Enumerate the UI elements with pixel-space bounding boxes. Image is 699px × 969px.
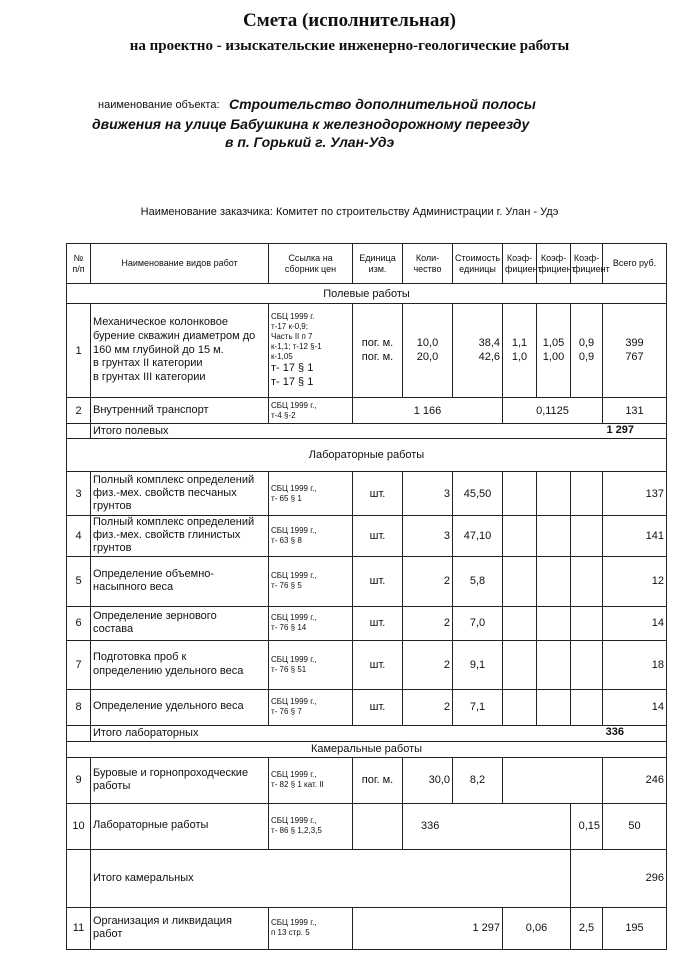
row-num: 5 [67,556,91,606]
ref-line: п 13 стр. 5 [271,928,310,938]
coef-line: 0,9 [578,336,595,349]
section-lab-works: Лабораторные работы [67,439,667,472]
row-coef-3 [571,556,603,606]
header-total: Всего руб. [603,244,667,284]
name-line: работы [93,780,131,793]
header-ref: Ссылка на сборник цен [269,244,353,284]
name-line: в грунтах III категории [93,371,206,384]
ref-line: к-1,1; т-12 §-1 [271,341,322,351]
unit-line: пог. м. [361,336,394,349]
row-num: 8 [67,689,91,725]
ref-line: т-17 к-0,9; [271,321,308,331]
row-coef-1 [503,516,537,557]
row-qty: 336 [403,803,571,849]
document-title: Смета (исполнительная) [243,10,456,31]
ref-line: т- 76 § 5 [271,581,302,591]
row-unit: шт. [353,606,403,640]
name-line: насыпного веса [93,581,174,594]
section-row [67,284,667,304]
row-qty: 30,0 [403,757,453,803]
object-name-line-2: движения на улице Бабушкина к железнодорожному переезду [92,116,530,132]
row-coef-3 [571,516,603,557]
ref-line: СБЦ 1999 г., [271,613,317,623]
row-unit [353,803,403,849]
row-coef-1: 0,06 [503,907,571,949]
coef-line: 1,0 [511,350,528,363]
qty-line: 10,0 [416,336,439,349]
row-coef-3 [571,472,603,516]
name-line: работ [93,928,123,941]
ref-line: СБЦ 1999 г., [271,400,317,410]
table-row [67,516,667,557]
total-line: 767 [625,350,644,363]
total-lab-value: 336 [605,725,624,738]
row-qty: 2 [403,640,453,689]
row-unit: пог. м. [353,757,403,803]
name-line: 160 мм глубиной до 15 м. [93,343,224,356]
name-line: Механическое колонковое [93,316,229,329]
coef-line: 0,9 [578,350,595,363]
row-total: 141 [603,516,667,557]
ref-line: Часть II п 7 [271,331,313,341]
row-ref [269,304,353,398]
row-coef [503,757,603,803]
row-ref [269,556,353,606]
row-cost [453,304,503,398]
name-line: определению удельного веса [93,664,244,677]
row-name: Внутренний транспорт [91,398,269,424]
ref-line: СБЦ 1999 г., [271,654,317,664]
name-line: Буровые и горнопроходческие [93,766,249,779]
row-num: 10 [67,803,91,849]
total-row [67,849,667,907]
row-total: 131 [603,398,667,424]
header-qty: Коли-чество [403,244,453,284]
estimate-table [66,243,667,950]
row-name [91,304,269,398]
row-qty: 2 [403,606,453,640]
row-qty: 1 297 [353,907,503,949]
empty-cell [67,849,91,907]
ref-line: т- 76 § 7 [271,707,302,717]
table-row [67,398,667,424]
row-name: Лабораторные работы [91,803,269,849]
row-coef-2 [537,472,571,516]
row-name [91,757,269,803]
row-ref [269,689,353,725]
row-ref [269,398,353,424]
row-qty: 3 [403,516,453,557]
section-office-works: Камеральные работы [67,741,667,757]
row-name [91,606,269,640]
empty-cell [67,424,91,439]
table-row [67,640,667,689]
name-line: Полный комплекс определений [93,516,255,528]
name-line: в грунтах II категории [93,357,203,370]
header-name: Наименование видов работ [91,244,269,284]
row-total: 137 [603,472,667,516]
row-qty: 2 [403,689,453,725]
table-row [67,689,667,725]
ref-line: к-1,05 [271,351,293,361]
row-coef-1 [503,689,537,725]
table-row [67,803,667,849]
total-lab [91,725,667,741]
table-row [67,606,667,640]
header-coef-3: Коэф-фициент [571,244,603,284]
row-coef-1 [503,640,537,689]
cost-line: 38,4 [478,336,500,349]
row-name: Определение удельного веса [91,689,269,725]
row-coef-1 [503,472,537,516]
ref-line: т- 76 § 14 [271,623,307,633]
ref-line: СБЦ 1999 г., [271,697,317,707]
ref-line: СБЦ 1999 г., [271,526,317,536]
name-line: бурение скважин диаметром до [93,329,256,342]
row-coef-2 [537,689,571,725]
row-total: 18 [603,640,667,689]
row-ref [269,803,353,849]
row-coef-3 [571,606,603,640]
row-ref [269,472,353,516]
coef-line: 1,00 [542,350,565,363]
row-coef-1 [503,606,537,640]
row-num: 1 [67,304,91,398]
name-line: грунтов [93,542,132,555]
total-field [91,424,667,439]
table-row [67,907,667,949]
row-unit: шт. [353,640,403,689]
row-coef-3 [571,304,603,398]
row-total: 50 [603,803,667,849]
ref-line: т- 86 § 1,2,3,5 [271,826,322,836]
ref-line: т- 17 § 1 [271,375,314,388]
row-num: 9 [67,757,91,803]
row-coef-2: 2,5 [571,907,603,949]
section-field-works: Полевые работы [67,284,667,304]
row-total [603,304,667,398]
row-cost: 8,2 [453,757,503,803]
section-row [67,439,667,472]
total-field-value: 1 297 [606,424,634,436]
row-coef-1 [503,304,537,398]
row-total: 12 [603,556,667,606]
row-name [91,472,269,516]
name-line: грунтов [93,500,132,513]
row-unit: шт. [353,556,403,606]
ref-line: т- 76 § 51 [271,664,307,674]
row-name [91,516,269,557]
table-row [67,757,667,803]
row-num: 3 [67,472,91,516]
ref-line: СБЦ 1999 г., [271,571,317,581]
object-name-line-1: Строительство дополнительной полосы [229,96,536,112]
customer-name: Наименование заказчика: Комитет по строительству Администрации г. Улан - Удэ [140,206,559,218]
row-num: 11 [67,907,91,949]
name-line: Определение зернового [93,609,217,622]
total-office-value: 296 [571,849,667,907]
row-coef-2 [537,516,571,557]
name-line: физ.-мех. свойств песчаных [93,486,237,499]
row-cost: 7,0 [453,606,503,640]
row-cost: 9,1 [453,640,503,689]
row-ref [269,516,353,557]
total-office-label: Итого камеральных [91,849,571,907]
cost-line: 42,6 [478,350,500,363]
row-coef-2 [537,640,571,689]
header-unit: Единица изм. [353,244,403,284]
table-row [67,556,667,606]
section-row [67,741,667,757]
total-lab-label: Итого лабораторных [93,727,199,740]
name-line: Подготовка проб к [93,651,187,664]
object-name-line-3: в п. Горький г. Улан-Удэ [225,134,395,150]
row-unit: шт. [353,689,403,725]
row-coef-3 [571,640,603,689]
row-name [91,640,269,689]
row-num: 6 [67,606,91,640]
ref-line: СБЦ 1999 г., [271,918,317,928]
row-qty: 1 166 [353,398,503,424]
name-line: состава [93,623,134,636]
row-qty: 3 [403,472,453,516]
row-cost: 45,50 [453,472,503,516]
document-subtitle: на проектно - изыскательские инженерно-геологические работы [129,38,570,54]
empty-cell [67,725,91,741]
ref-line: СБЦ 1999 г., [271,770,317,780]
ref-line: СБЦ 1999 г., [271,483,317,493]
ref-line: т- 82 § 1 кат. II [271,780,324,790]
ref-line: т- 65 § 1 [271,493,302,503]
row-coef-2 [537,304,571,398]
row-unit [353,304,403,398]
ref-line: СБЦ 1999 г., [271,816,317,826]
total-line: 399 [625,336,644,349]
coef-line: 1,05 [542,336,565,349]
table-header-row [67,244,667,284]
row-ref [269,640,353,689]
ref-line: т- 63 § 8 [271,535,302,545]
row-num: 7 [67,640,91,689]
row-total: 195 [603,907,667,949]
row-coef-2 [537,556,571,606]
row-name [91,907,269,949]
row-coef-3: 0,15 [571,803,603,849]
ref-line: т-4 §-2 [271,410,296,420]
table-row [67,304,667,398]
total-row [67,424,667,439]
total-field-label: Итого полевых [93,425,169,437]
row-qty: 2 [403,556,453,606]
coef-line: 1,1 [511,336,528,349]
qty-line: 20,0 [416,350,439,363]
name-line: Организация и ликвидация [93,914,232,927]
row-coef-2 [537,606,571,640]
object-label: наименование объекта: [98,99,220,111]
header-coef-2: Коэф-фициент [537,244,571,284]
ref-line: т- 17 § 1 [271,361,314,374]
header-cost: Стоимость единицы [453,244,503,284]
row-cost: 5,8 [453,556,503,606]
row-total: 14 [603,689,667,725]
table-row [67,472,667,516]
name-line: Полный комплекс определений [93,473,255,486]
row-num: 4 [67,516,91,557]
row-coef-3 [571,689,603,725]
row-ref [269,907,353,949]
name-line: Определение объемно- [93,567,215,580]
row-qty [403,304,453,398]
header-coef-1: Коэф-фициент [503,244,537,284]
ref-line: СБЦ 1999 г. [271,311,315,321]
row-coef: 0,1125 [503,398,603,424]
row-total: 14 [603,606,667,640]
name-line: физ.-мех. свойств глинистых [93,529,241,542]
row-unit: шт. [353,472,403,516]
unit-line: пог. м. [361,350,394,363]
row-total: 246 [603,757,667,803]
row-unit: шт. [353,516,403,557]
row-ref [269,606,353,640]
row-cost: 47,10 [453,516,503,557]
total-row [67,725,667,741]
row-coef-1 [503,556,537,606]
row-ref [269,757,353,803]
row-cost: 7,1 [453,689,503,725]
header-num: № п/п [67,244,91,284]
row-name [91,556,269,606]
row-num: 2 [67,398,91,424]
